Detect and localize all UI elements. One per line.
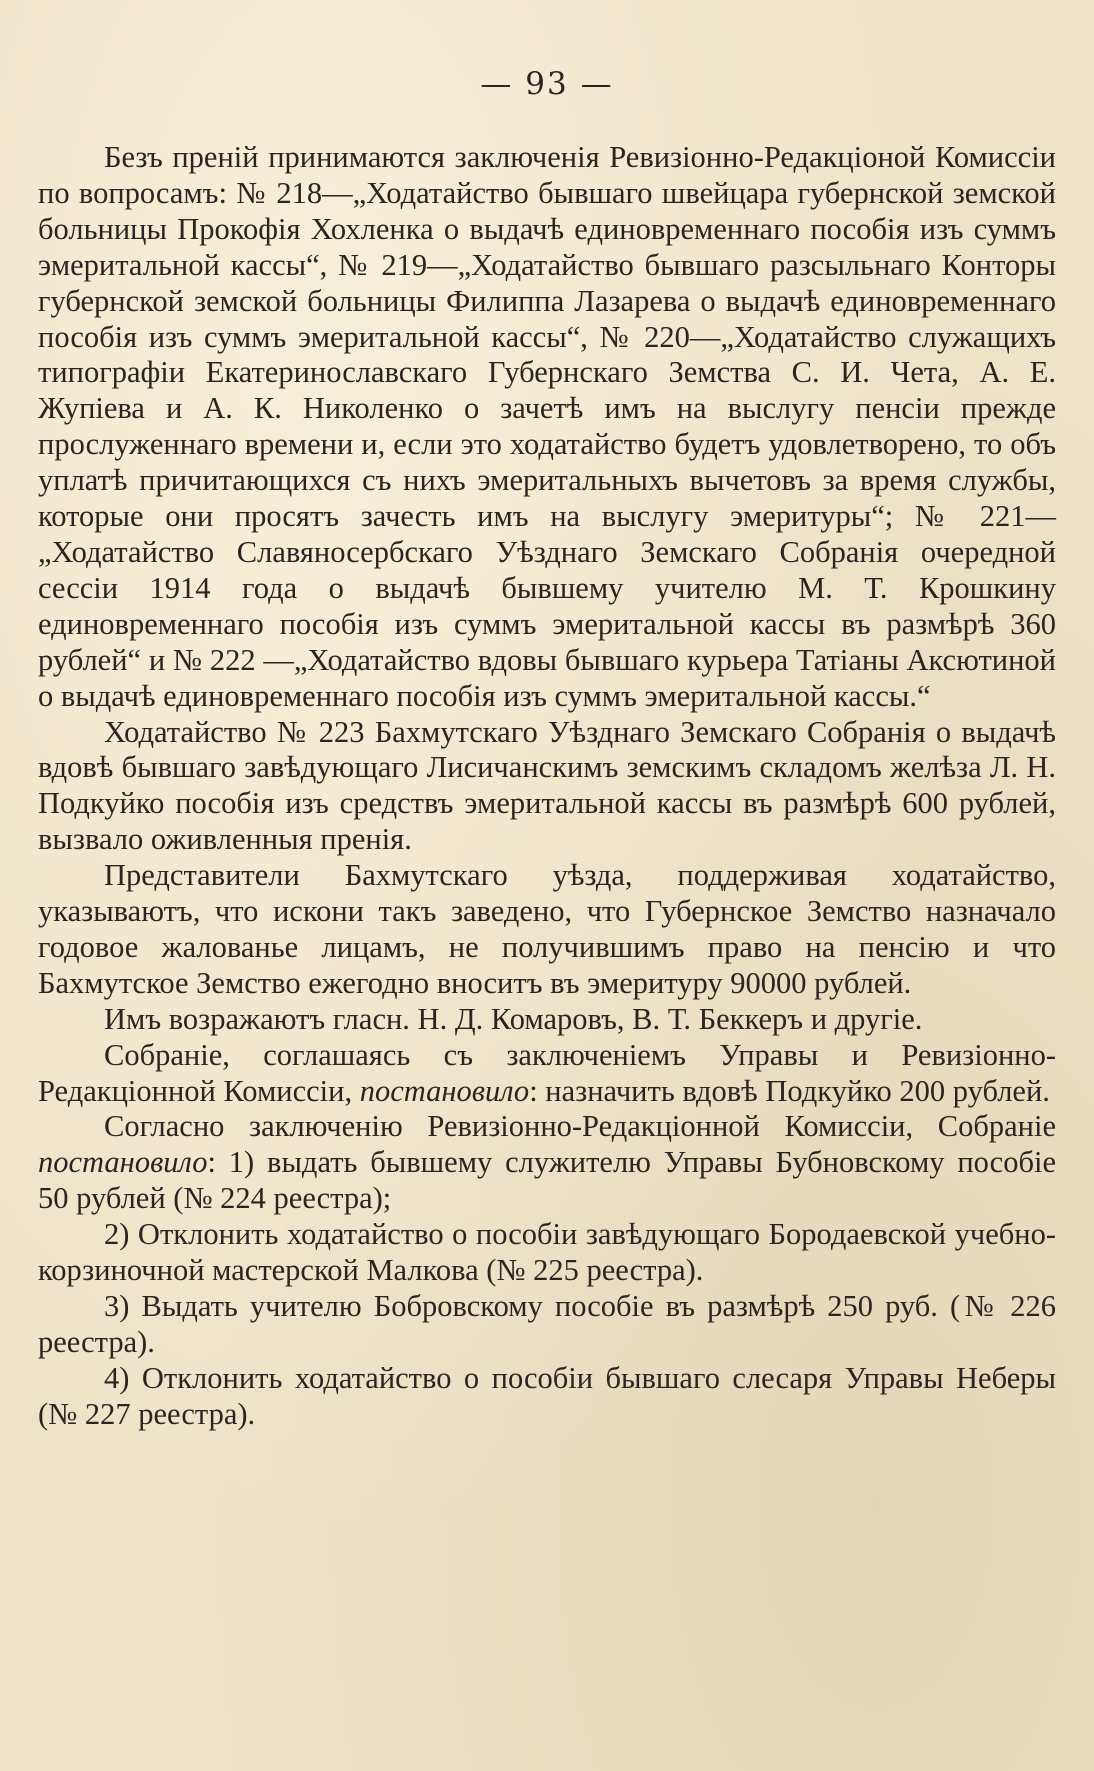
paragraph-resolution-items: [38, 1109, 1056, 1217]
resolution-emphasis: постановило: [359, 1073, 530, 1108]
paragraph-reviews-accepted: Безъ преній принимаются заключенія Ревизіонно-Редакціоной Комиссіи по вопросамъ: № 218—„Ходатайство бывшаго швейцара губернской земской больницы Прокофія Хохленка о выдачѣ единовременнаго пособія изъ суммъ эмеритальной кассы“, № 219—„Ходатайство бывшаго разсыльнаго Конторы губернской земской больницы Филиппа Лазарева о выдачѣ единовременнаго пособія изъ суммъ эмеритальной кассы“, № 220—„Ходатайство служащихъ типографіи Екатеринославскаго Губернскаго Земства С. И. Чета, А. Е. Жупіева и А. К. Николенко о зачетѣ имъ на выслугу пенсіи прежде прослуженнаго времени и, если это ходатайство будетъ удовлетворено, то объ уплатѣ причитающихся съ нихъ эмеритальныхъ вычетовъ за время службы, которые они просятъ зачесть имъ на выслугу эмеритуры“; № 221—„Ходатайство Славяносербскаго Уѣзднаго Земскаго Собранія очередной сессіи 1914 года о выдачѣ бывшему учителю М. Т. Крошкину единовременнаго пособія изъ суммъ эмеритальной кассы въ размѣрѣ 360 рублей“ и № 222 —„Ходатайство вдовы бывшаго курьера Татіаны Аксютиной о выдачѣ единовременнаго пособія изъ суммъ эмеритальной кассы.“: [38, 140, 1056, 713]
paragraph-bakhmut-representatives: Представители Бахмутскаго уѣзда, поддерживая ходатайство, указываютъ, что искони такъ заведено, что Губернское Земство назначало годовое жалованье лицамъ, не получившимъ право на пенсію и что Бахмутское Земство ежегодно вноситъ въ эмеритуру 90000 рублей.: [38, 858, 1056, 1000]
page-number: — 93 —: [480, 66, 614, 102]
paragraph-objections: Имъ возражаютъ гласн. Н. Д. Комаровъ, В. Т. Беккеръ и другіе.: [104, 1001, 923, 1036]
paragraph-petition-223: Ходатайство № 223 Бахмутскаго Уѣзднаго Земскаго Собранія о выдачѣ вдовѣ бывшаго завѣдующаго Лисичанскимъ земскимъ складомъ желѣза Л. Н. Подкуйко пособія изъ средствъ эмеритальной кассы въ размѣрѣ 600 рублей, вызвало оживленныя пренія.: [38, 714, 1056, 857]
item-3: 3) Выдать учителю Бобровскому пособіе въ размѣрѣ 250 руб. (№ 226 реестра).: [38, 1289, 1056, 1359]
resolution-items-after: : 1) выдать бывшему служителю Управы Бубновскому пособіе 50 рублей (№ 224 реестра);: [38, 1145, 1056, 1216]
item-2: 2) Отклонить ходатайство о пособіи завѣдующаго Бородаевской учебно-корзиночной мастерской Малкова (№ 225 реестра).: [38, 1217, 1056, 1288]
resolution-items-before: Согласно заключенію Ревизіонно-Редакціонной Комиссіи, Собраніе: [104, 1109, 1056, 1144]
resolution-text-before: Собраніе, соглашаясь съ заключеніемъ Управы и Ревизіонно-Редакціонной Комиссіи,: [38, 1037, 1056, 1108]
item-4: 4) Отклонить ходатайство о пособіи бывшаго слесаря Управы Неберы (№ 227 реестра).: [38, 1360, 1056, 1431]
body-text: [38, 140, 1056, 1433]
resolution-text-after: : назначить вдовѣ Подкуйко 200 рублей.: [529, 1073, 1050, 1108]
resolution-items-emphasis: постановило: [38, 1145, 208, 1180]
paragraph-resolution-podkuyko: [38, 1038, 1056, 1110]
